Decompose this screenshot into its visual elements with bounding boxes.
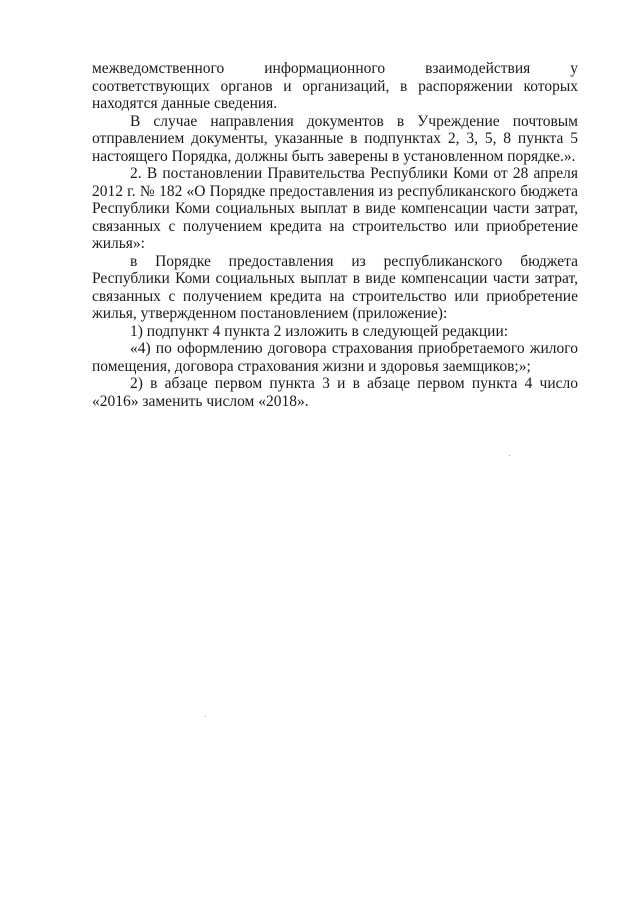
- paragraph-resolution-182: 2. В постановлении Правительства Республики Коми от 28 апреля 2012 г. № 182 «О Порядке предоставления из республиканского бюджета Республики Коми социальных выплат в виде компенсации части затрат, связанных с получением кредита на строительство или приобретение жилья»:: [92, 165, 578, 252]
- paragraph-amendment-1: 1) подпункт 4 пункта 2 изложить в следующей редакции:: [130, 322, 509, 340]
- scan-speck: [509, 455, 510, 456]
- paragraph-continuation: межведомственного информационного взаимодействия у соответствующих органов и организаций, в распоряжении которых находятся данные сведения.: [92, 60, 578, 112]
- paragraph-procedure-appendix: в Порядке предоставления из республиканского бюджета Республики Коми социальных выплат в виде компенсации части затрат, связанных с получением кредита на строительство или приобретение жилья, утвержденном постановлением (приложение):: [92, 252, 578, 322]
- scan-speck: [205, 716, 206, 717]
- paragraph-amendment-1-text: «4) по оформлению договора страхования приобретаемого жилого помещения, договора страхования жизни и здоровья заемщиков;»;: [92, 340, 578, 375]
- document-body: [92, 60, 578, 410]
- paragraph-amendment-2: 2) в абзаце первом пункта 3 и в абзаце первом пункта 4 число «2016» заменить числом «2018».: [92, 375, 578, 410]
- paragraph-postal-documents: В случае направления документов в Учреждение почтовым отправлением документы, указанные в подпунктах 2, 3, 5, 8 пункта 5 настоящего Порядка, должны быть заверены в установленном порядке.».: [92, 112, 578, 165]
